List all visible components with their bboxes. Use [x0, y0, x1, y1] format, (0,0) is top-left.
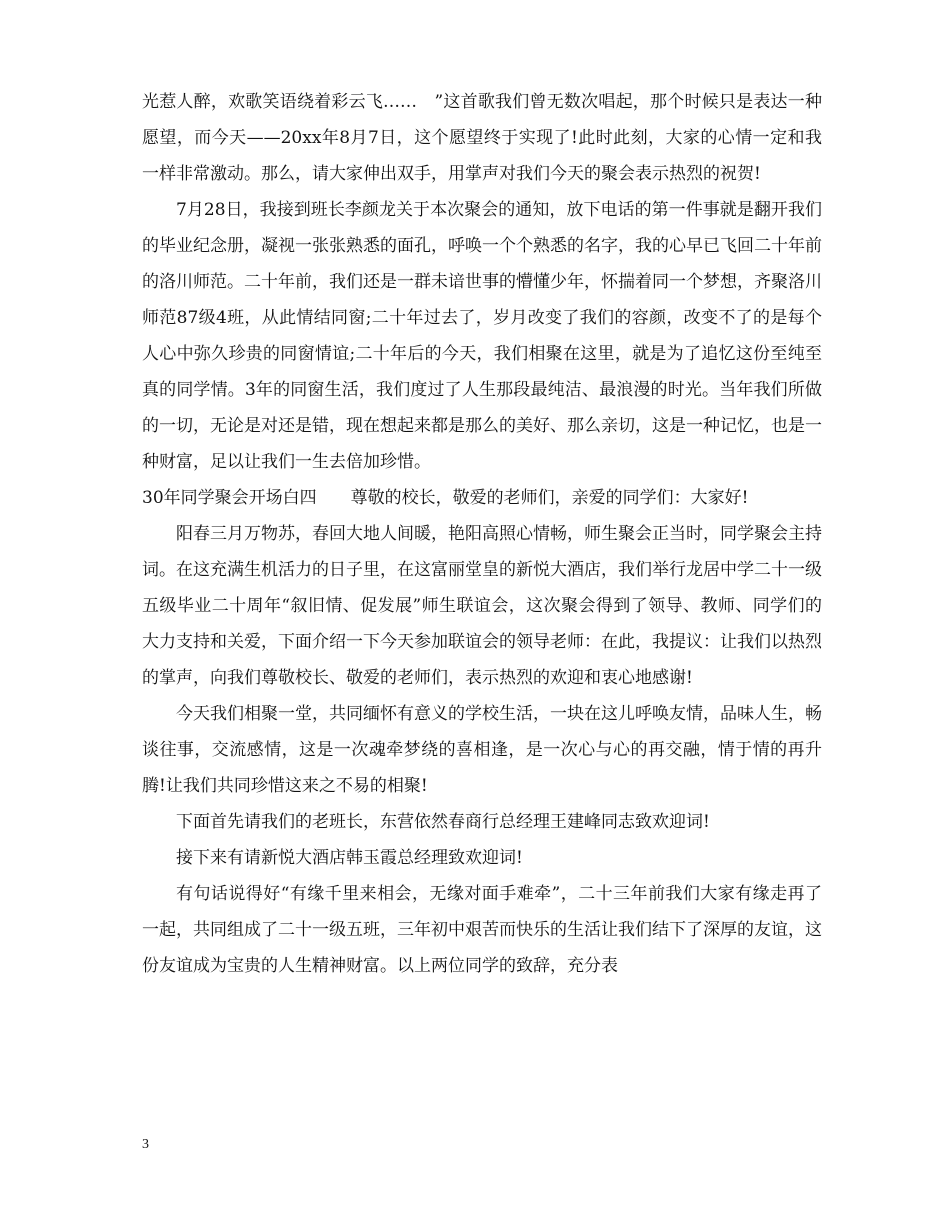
paragraph: 光惹人醉，欢歌笑语绕着彩云飞…… ”这首歌我们曾无数次唱起，那个时候只是表达一种愿望，而今天——20xx年8月7日，这个愿望终于实现了!此时此刻，大家的心情一定和我一样非常激动。那么，请大家伸出双手，用掌声对我们今天的聚会表示热烈的祝贺!: [142, 92, 822, 184]
paragraph: 今天我们相聚一堂，共同缅怀有意义的学校生活，一块在这儿呼唤友情，品味人生，畅谈往事，交流感情，这是一次魂牵梦绕的喜相逢，是一次心与心的再交融，情于情的再升腾!让我们共同珍惜这来之不易的相聚!: [142, 704, 822, 796]
paragraph: 7月28日，我接到班长李颜龙关于本次聚会的通知，放下电话的第一件事就是翻开我们的毕业纪念册，凝视一张张熟悉的面孔，呼唤一个个熟悉的名字，我的心早已飞回二十年前的洛川师范。二十年前，我们还是一群未谙世事的懵懂少年，怀揣着同一个梦想，齐聚洛川师范87级4班，从此情结同窗;二十年过去了，岁月改变了我们的容颜，改变不了的是每个人心中弥久珍贵的同窗情谊;二十年后的今天，我们相聚在这里，就是为了追忆这份至纯至真的同学情。3年的同窗生活，我们度过了人生那段最纯洁、最浪漫的时光。当年我们所做的一切，无论是对还是错，现在想起来都是那么的美好、那么亲切，这是一种记忆，也是一种财富，足以让我们一生去倍加珍惜。: [142, 200, 822, 472]
document-body: [142, 84, 822, 984]
paragraph: 有句话说得好“有缘千里来相会，无缘对面手难牵”，二十三年前我们大家有缘走再了一起，共同组成了二十一级五班，三年初中艰苦而快乐的生活让我们结下了深厚的友谊，这份友谊成为宝贵的人生精神财富。以上两位同学的致辞，充分表: [142, 884, 822, 976]
paragraph: 接下来有请新悦大酒店韩玉霞总经理致欢迎词!: [176, 848, 523, 868]
paragraph: 阳春三月万物苏，春回大地人间暖，艳阳高照心情畅，师生聚会正当时，同学聚会主持词。在这充满生机活力的日子里，在这富丽堂皇的新悦大酒店，我们举行龙居中学二十一级五级毕业二十周年“叙旧情、促发展”师生联谊会，这次聚会得到了领导、教师、同学们的大力支持和关爱，下面介绍一下今天参加联谊会的领导老师：在此，我提议：让我们以热烈的掌声，向我们尊敬校长、敬爱的老师们，表示热烈的欢迎和衷心地感谢!: [142, 524, 822, 688]
section-heading-line: 30年同学聚会开场白四 尊敬的校长，敬爱的老师们，亲爱的同学们：大家好!: [142, 488, 749, 508]
paragraph: 下面首先请我们的老班长，东营依然春商行总经理王建峰同志致欢迎词!: [176, 812, 710, 832]
page-number: 3: [142, 1137, 149, 1152]
